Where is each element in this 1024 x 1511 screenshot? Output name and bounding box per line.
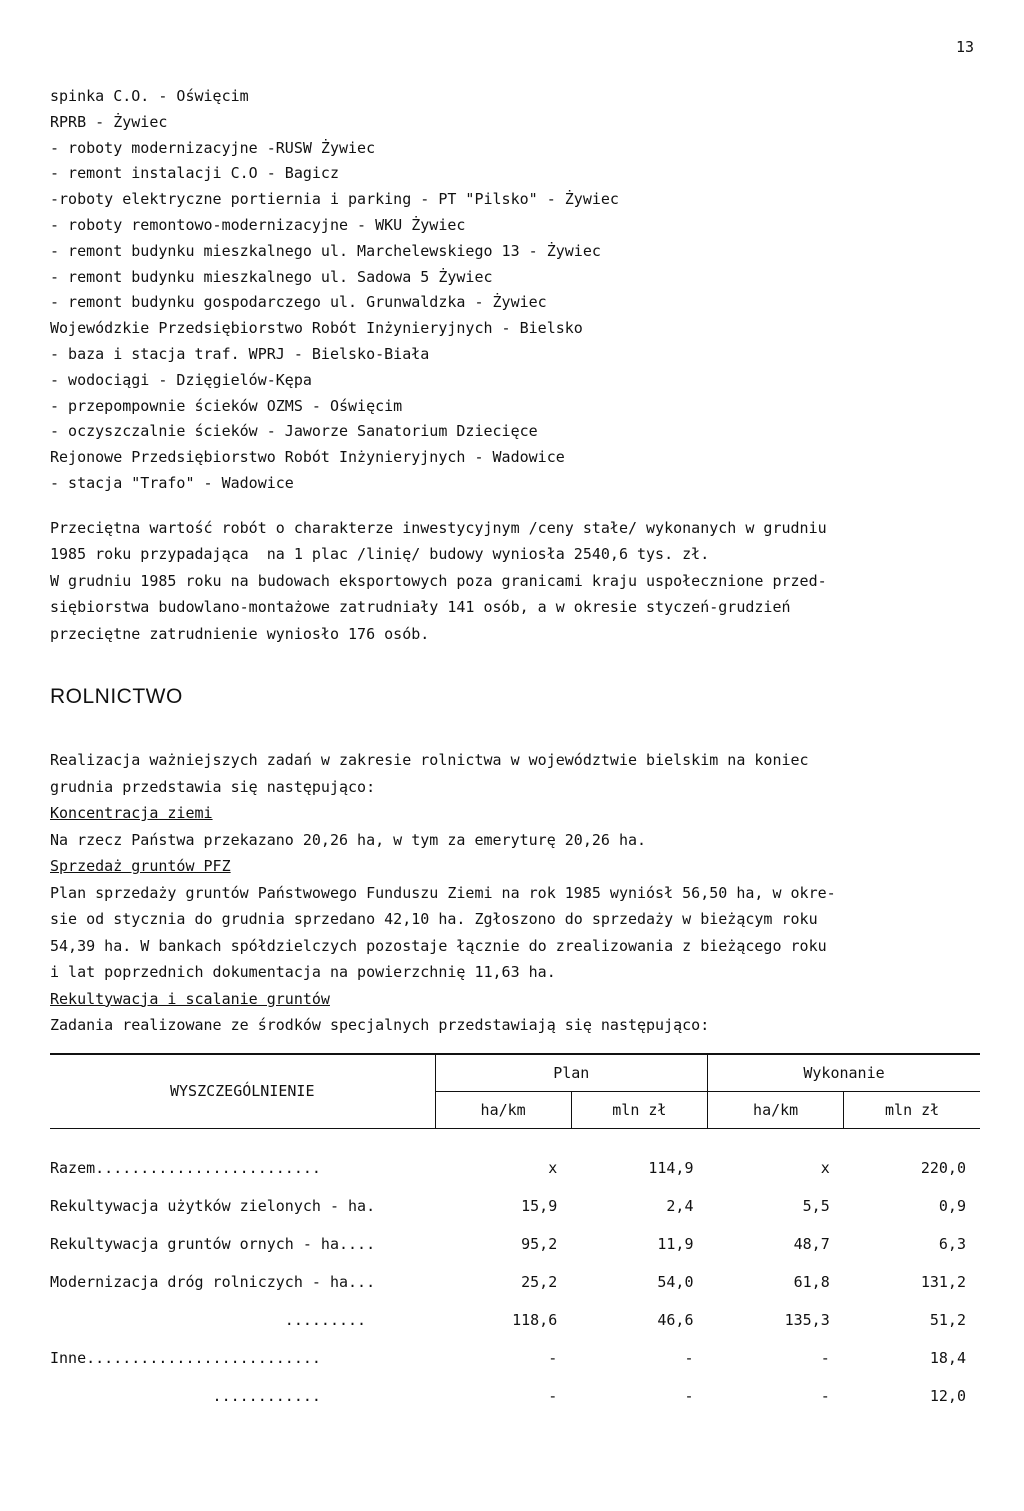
subsection-title: Rekultywacja i scalanie gruntów (50, 989, 330, 1008)
cell: 51,2 (929, 1310, 966, 1329)
paragraph-intro (50, 747, 980, 800)
cell: x (548, 1158, 558, 1177)
row-label: ......... (50, 1310, 367, 1329)
list-block (50, 84, 980, 497)
cell: - (820, 1348, 830, 1367)
cell: 0,9 (938, 1196, 966, 1215)
list-line: - przepompownie ścieków OZMS - Oświęcim (50, 396, 403, 415)
table-row (50, 1187, 980, 1225)
cell: 25,2 (521, 1272, 558, 1291)
paragraph-line: siębiorstwa budowlano-montażowe zatrudniały 141 osób, a w okresie styczeń-grudzień (50, 598, 791, 617)
list-line: - stacja "Trafo" - Wadowice (50, 473, 294, 492)
list-line: - wodociągi - Dzięgielów-Kępa (50, 370, 312, 389)
cell: 6,3 (938, 1234, 966, 1253)
cell: 61,8 (793, 1272, 830, 1291)
cell: 18,4 (929, 1348, 966, 1367)
section-heading: ROLNICTWO (50, 685, 183, 709)
cell: 11,9 (657, 1234, 694, 1253)
paragraph-line: 54,39 ha. W bankach spółdzielczych pozostaje łącznie do zrealizowania z bieżącego roku (50, 936, 827, 955)
list-line: - oczyszczalnie ścieków - Jaworze Sanatorium Dziecięce (50, 422, 538, 441)
table-row (50, 1225, 980, 1263)
table-row (50, 1339, 980, 1377)
subsection-title: Koncentracja ziemi (50, 804, 213, 823)
list-line: Rejonowe Przedsiębiorstwo Robót Inżynieryjnych - Wadowice (50, 448, 565, 467)
cell: 95,2 (521, 1234, 558, 1253)
cell: x (820, 1158, 830, 1177)
paragraph-investment (50, 515, 980, 648)
cell: - (684, 1348, 694, 1367)
cell: 5,5 (802, 1196, 830, 1215)
table-row (50, 1263, 980, 1301)
paragraph-line: Przeciętna wartość robót o charakterze inwestycyjnym /ceny stałe/ wykonanych w grudniu (50, 518, 827, 537)
list-line: spinka C.O. - Oświęcim (50, 87, 249, 105)
cell: - (820, 1386, 830, 1405)
cell: 48,7 (793, 1234, 830, 1253)
cell: 118,6 (512, 1310, 558, 1329)
table-subheader: mln zł (571, 1091, 707, 1128)
paragraph-line: 1985 roku przypadająca na 1 plac /linię/ budowy wyniosła 2540,6 tys. zł. (50, 545, 710, 564)
cell: 135,3 (784, 1310, 830, 1329)
paragraph-land-sale (50, 880, 980, 986)
table-subheader: ha/km (435, 1091, 571, 1128)
paragraph-line: i lat poprzednich dokumentacja na powierzchnię 11,63 ha. (50, 963, 556, 982)
table-header-plan: Plan (435, 1054, 708, 1092)
list-line: Wojewódzkie Przedsiębiorstwo Robót Inżynieryjnych - Bielsko (50, 319, 583, 338)
row-label: Rekultywacja gruntów ornych - ha.... (50, 1234, 376, 1253)
document-body (50, 84, 980, 1415)
cell: 15,9 (521, 1196, 558, 1215)
row-label: Modernizacja dróg rolniczych - ha... (50, 1272, 376, 1291)
cell: 114,9 (648, 1158, 694, 1177)
list-line: - roboty modernizacyjne -RUSW Żywiec (50, 138, 376, 157)
row-label: Inne.......................... (50, 1348, 321, 1367)
table-header-execution: Wykonanie (708, 1054, 981, 1092)
table-row (50, 1377, 980, 1415)
cell: 220,0 (920, 1158, 966, 1177)
list-line: RPRB - Żywiec (50, 112, 168, 131)
paragraph-line: W grudniu 1985 roku na budowach eksportowych poza granicami kraju uspołecznione przed- (50, 571, 827, 590)
cell: 12,0 (929, 1386, 966, 1405)
cell: 131,2 (920, 1272, 966, 1291)
paragraph-line: Plan sprzedaży gruntów Państwowego Funduszu Ziemi na rok 1985 wyniósł 56,50 ha, w okre- (50, 883, 836, 902)
cell: 46,6 (657, 1310, 694, 1329)
list-line: - remont budynku mieszkalnego ul. Sadowa 5 Żywiec (50, 267, 493, 286)
list-line: - remont instalacji C.O - Bagicz (50, 164, 339, 183)
row-label: Razem......................... (50, 1158, 321, 1177)
cell: - (684, 1386, 694, 1405)
list-line: - remont budynku gospodarczego ul. Grunwaldzka - Żywiec (50, 293, 547, 312)
list-line: - remont budynku mieszkalnego ul. Marchelewskiego 13 - Żywiec (50, 241, 601, 260)
page-number: 13 (955, 38, 974, 56)
reclamation-table (50, 1053, 980, 1415)
paragraph-line: Zadania realizowane ze środków specjalnych przedstawiają się następująco: (50, 1016, 710, 1035)
list-line: - baza i stacja traf. WPRJ - Bielsko-Biała (50, 344, 430, 363)
subsection-title: Sprzedaż gruntów PFZ (50, 857, 231, 876)
paragraph-line: grudnia przedstawia się następująco: (50, 777, 376, 796)
cell: - (548, 1348, 558, 1367)
cell: - (548, 1386, 558, 1405)
table-subheader: mln zł (844, 1091, 980, 1128)
table-header-label: WYSZCZEGÓLNIENIE (50, 1054, 435, 1129)
list-line: - roboty remontowo-modernizacyjne - WKU Żywiec (50, 215, 466, 234)
table-subheader: ha/km (708, 1091, 844, 1128)
row-label: Rekultywacja użytków zielonych - ha. (50, 1196, 376, 1215)
paragraph-line: sie od stycznia do grudnia sprzedano 42,10 ha. Zgłoszono do sprzedaży w bieżącym roku (50, 910, 818, 929)
paragraph-line: przeciętne zatrudnienie wyniosło 176 osób. (50, 624, 430, 643)
row-label: ............ (50, 1386, 321, 1405)
cell: 54,0 (657, 1272, 694, 1291)
table-row (50, 1149, 980, 1187)
paragraph-line: Realizacja ważniejszych zadań w zakresie rolnictwa w województwie bielskim na koniec (50, 751, 809, 770)
table-row (50, 1301, 980, 1339)
paragraph-line: Na rzecz Państwa przekazano 20,26 ha, w tym za emeryturę 20,26 ha. (50, 830, 647, 849)
cell: 2,4 (666, 1196, 694, 1215)
list-line: -roboty elektryczne portiernia i parking - PT "Pilsko" - Żywiec (50, 190, 619, 209)
